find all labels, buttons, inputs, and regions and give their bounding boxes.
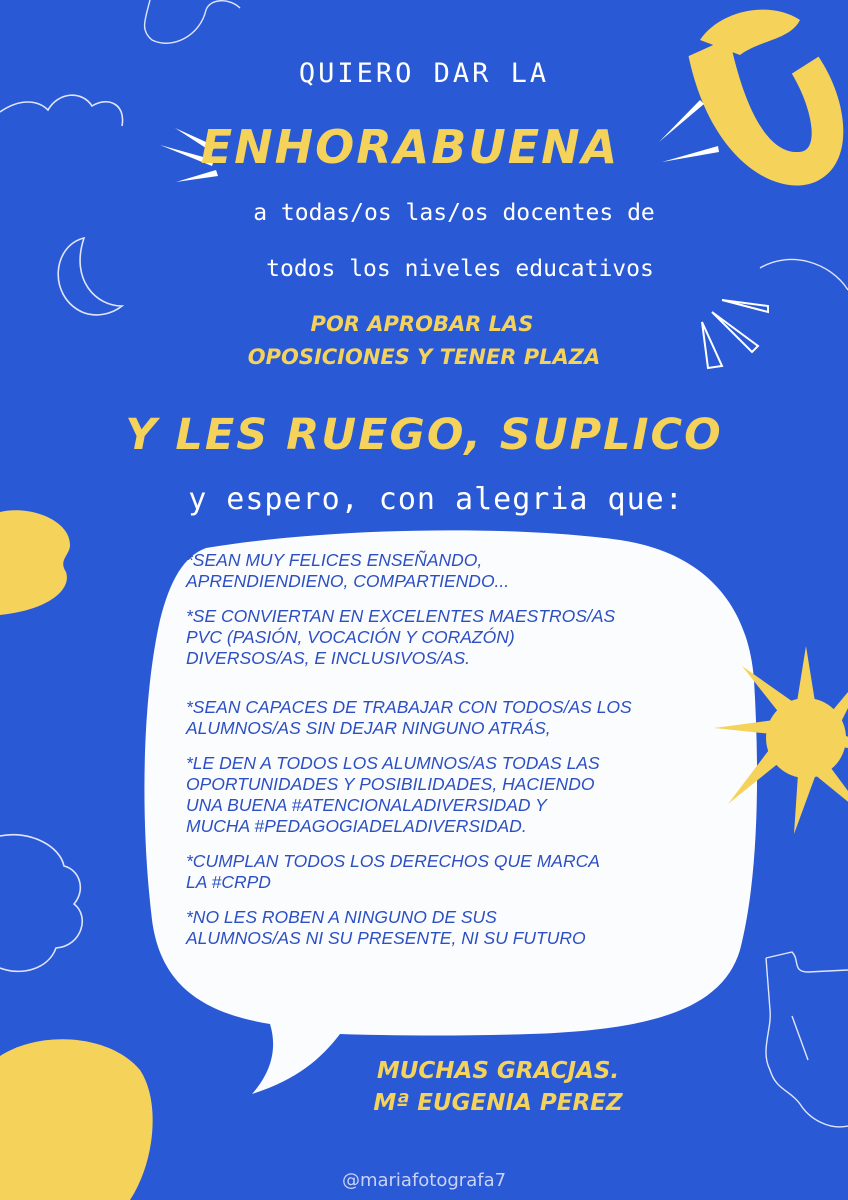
subtitle-line-2: todos los niveles educativos xyxy=(266,256,654,282)
hope-line: y espero, con alegria que: xyxy=(188,482,684,517)
bubble-item: *SE CONVIERTAN EN EXCELENTES MAESTROS/AS PVC (PASIÓN, VOCACIÓN Y CORAZÓN) DIVERSOS/AS, E INCLUSIVOS/AS. xyxy=(186,606,616,668)
reason-line-2: OPOSICIONES Y TENER PLAZA xyxy=(247,345,601,369)
bubble-item: *SEAN MUY FELICES ENSEÑANDO, APRENDIENDIENO, COMPARTIENDO... xyxy=(186,550,510,591)
bubble-text xyxy=(186,550,756,963)
bubble-item: *NO LES ROBEN A NINGUNO DE SUS ALUMNOS/AS NI SU PRESENTE, NI SU FUTURO xyxy=(186,907,586,948)
headline-ruego: Y LES RUEGO, SUPLICO xyxy=(125,410,723,460)
yellow-u-shape xyxy=(686,16,848,205)
signature-name: Mª EUGENIA PEREZ xyxy=(373,1090,623,1116)
subtitle-line-1: a todas/os las/os docentes de xyxy=(253,200,655,226)
yellow-blob-left xyxy=(0,510,70,615)
reason-line-1: POR APROBAR LAS xyxy=(310,312,534,336)
scribble-mark xyxy=(792,1016,808,1060)
scribble-line xyxy=(145,0,240,43)
social-handle: @mariafotografa7 xyxy=(341,1170,507,1191)
title-enhorabuena: ENHORABUENA xyxy=(200,120,620,174)
bubble-item: *CUMPLAN TODOS LOS DERECHOS QUE MARCA LA #CRPD xyxy=(186,851,600,892)
signature-thanks: MUCHAS GRACJAS. xyxy=(376,1058,620,1084)
title-line-1: QUIERO DAR LA xyxy=(298,58,550,89)
bubble-item: *LE DEN A TODOS LOS ALUMNOS/AS TODAS LAS OPORTUNIDADES Y POSIBILIDADES, HACIENDO UNA BUENA #ATENCIONALADIVERSIDAD Y MUCHA #PEDAGOGIADELADIVERSIDAD. xyxy=(186,753,600,836)
bubble-item: *SEAN CAPACES DE TRABAJAR CON TODOS/AS LOS ALUMNOS/AS SIN DEJAR NINGUNO ATRÁS, xyxy=(186,697,632,738)
cloud-outline-left xyxy=(0,835,82,972)
